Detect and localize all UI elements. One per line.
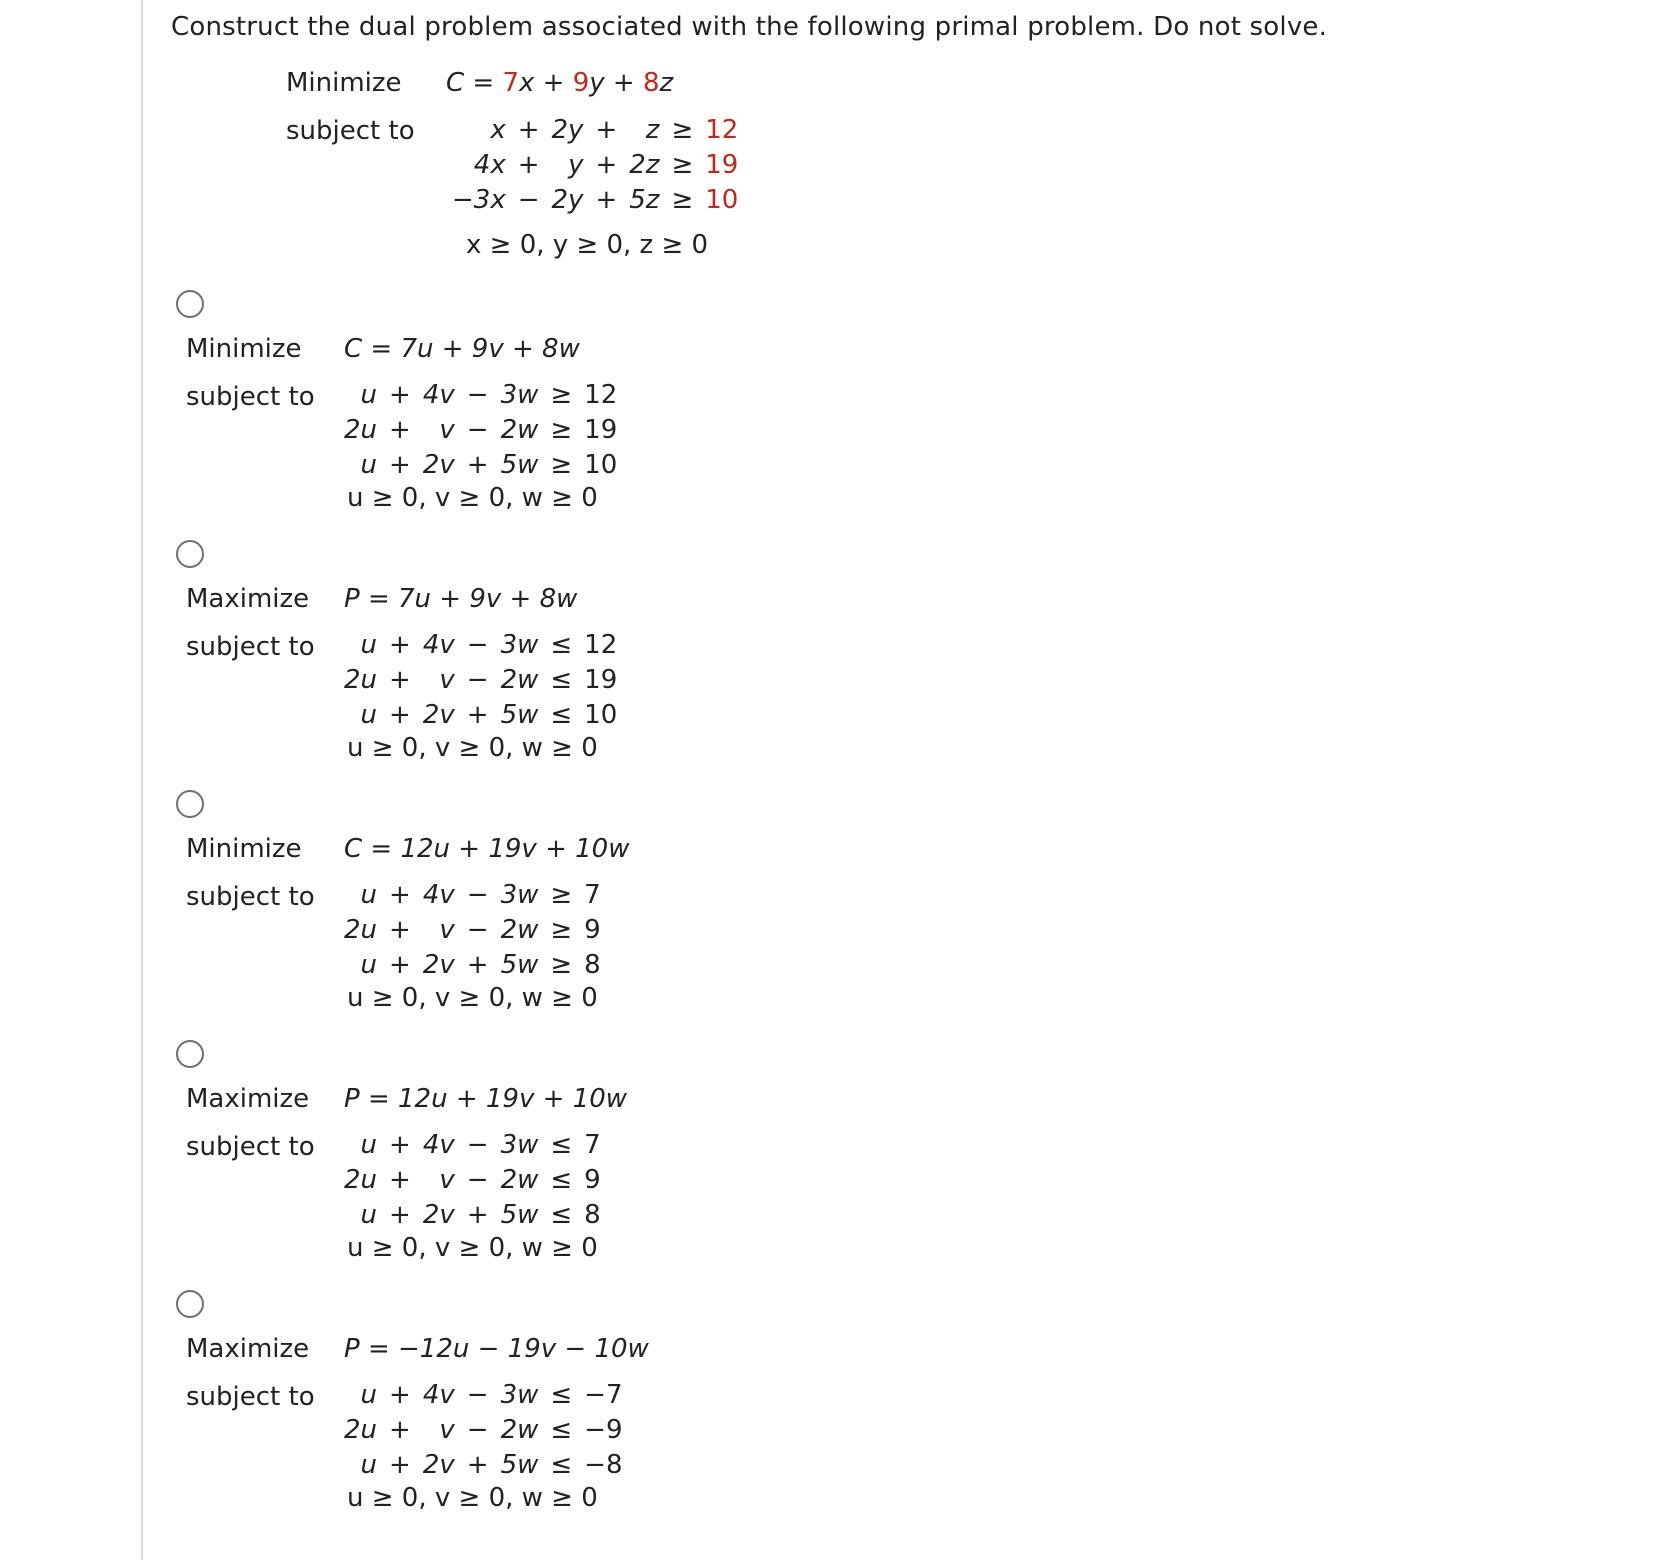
answer-option-2 (0, 540, 1678, 780)
constraint-row: 4x + y + 2z ≥ 19 (473, 150, 739, 180)
option-objective: P = 12u + 19v + 10w (344, 1084, 628, 1114)
radio-button-option-3[interactable] (176, 790, 204, 818)
option-constraints (338, 1128, 607, 1233)
constraint-row: u + 4v − 3w ≥ 12 (360, 380, 618, 410)
answer-option-1 (0, 290, 1678, 530)
constraint-row: u + 2v + 5w ≤ 8 (360, 1200, 601, 1230)
radio-button-option-4[interactable] (176, 1040, 204, 1068)
question-prompt: Construct the dual problem associated with the following primal problem. Do not solve. (171, 12, 1328, 42)
radio-button-option-5[interactable] (176, 1290, 204, 1318)
option-objective: C = 7u + 9v + 8w (344, 334, 580, 364)
option-constraints (338, 628, 623, 733)
answer-option-4 (0, 1040, 1678, 1280)
option-objective: P = 7u + 9v + 8w (344, 584, 578, 614)
option-objective-type: Minimize (186, 334, 302, 364)
constraint-row: 2u + v − 2w ≥ 9 (344, 915, 601, 945)
primal-nonnegativity: x ≥ 0, y ≥ 0, z ≥ 0 (466, 230, 709, 260)
primal-objective-type: Minimize (286, 68, 402, 98)
constraint-row: x + 2y + z ≥ 12 (490, 115, 739, 145)
option-objective: P = −12u − 19v − 10w (344, 1334, 649, 1364)
primal-objective: C = 7x + 9y + 8z (446, 68, 674, 98)
option-nonnegativity: u ≥ 0, v ≥ 0, w ≥ 0 (347, 1483, 598, 1513)
option-subject-to: subject to (186, 1132, 315, 1162)
constraint-row: 2u + v − 2w ≤ −9 (344, 1415, 623, 1445)
constraint-row: u + 2v + 5w ≥ 8 (360, 950, 601, 980)
constraint-row: u + 2v + 5w ≤ −8 (360, 1450, 623, 1480)
constraint-row: u + 4v − 3w ≤ 12 (360, 630, 618, 660)
constraint-row: u + 4v − 3w ≤ 7 (360, 1130, 601, 1160)
option-nonnegativity: u ≥ 0, v ≥ 0, w ≥ 0 (347, 1233, 598, 1263)
option-objective-type: Maximize (186, 1084, 310, 1114)
radio-button-option-1[interactable] (176, 290, 204, 318)
option-nonnegativity: u ≥ 0, v ≥ 0, w ≥ 0 (347, 483, 598, 513)
constraint-row: 2u + v − 2w ≤ 9 (344, 1165, 601, 1195)
constraint-row: u + 4v − 3w ≥ 7 (360, 880, 601, 910)
constraint-row: −3x − 2y + 5z ≥ 10 (452, 185, 739, 215)
primal-constraints (446, 113, 744, 218)
constraint-row: 2u + v − 2w ≤ 19 (344, 665, 618, 695)
option-subject-to: subject to (186, 632, 315, 662)
option-objective-type: Maximize (186, 584, 310, 614)
option-objective-type: Minimize (186, 834, 302, 864)
constraint-row: u + 4v − 3w ≤ −7 (360, 1380, 623, 1410)
constraint-row: u + 2v + 5w ≤ 10 (360, 700, 618, 730)
option-constraints (338, 378, 623, 483)
option-subject-to: subject to (186, 382, 315, 412)
answer-option-3 (0, 790, 1678, 1030)
option-constraints (338, 1378, 629, 1483)
radio-button-option-2[interactable] (176, 540, 204, 568)
option-nonnegativity: u ≥ 0, v ≥ 0, w ≥ 0 (347, 733, 598, 763)
primal-subject-to: subject to (286, 116, 415, 146)
answer-option-5 (0, 1290, 1678, 1530)
option-nonnegativity: u ≥ 0, v ≥ 0, w ≥ 0 (347, 983, 598, 1013)
option-objective-type: Maximize (186, 1334, 310, 1364)
option-subject-to: subject to (186, 882, 315, 912)
option-objective: C = 12u + 19v + 10w (344, 834, 630, 864)
option-constraints (338, 878, 607, 983)
constraint-row: u + 2v + 5w ≥ 10 (360, 450, 618, 480)
constraint-row: 2u + v − 2w ≥ 19 (344, 415, 618, 445)
option-subject-to: subject to (186, 1382, 315, 1412)
